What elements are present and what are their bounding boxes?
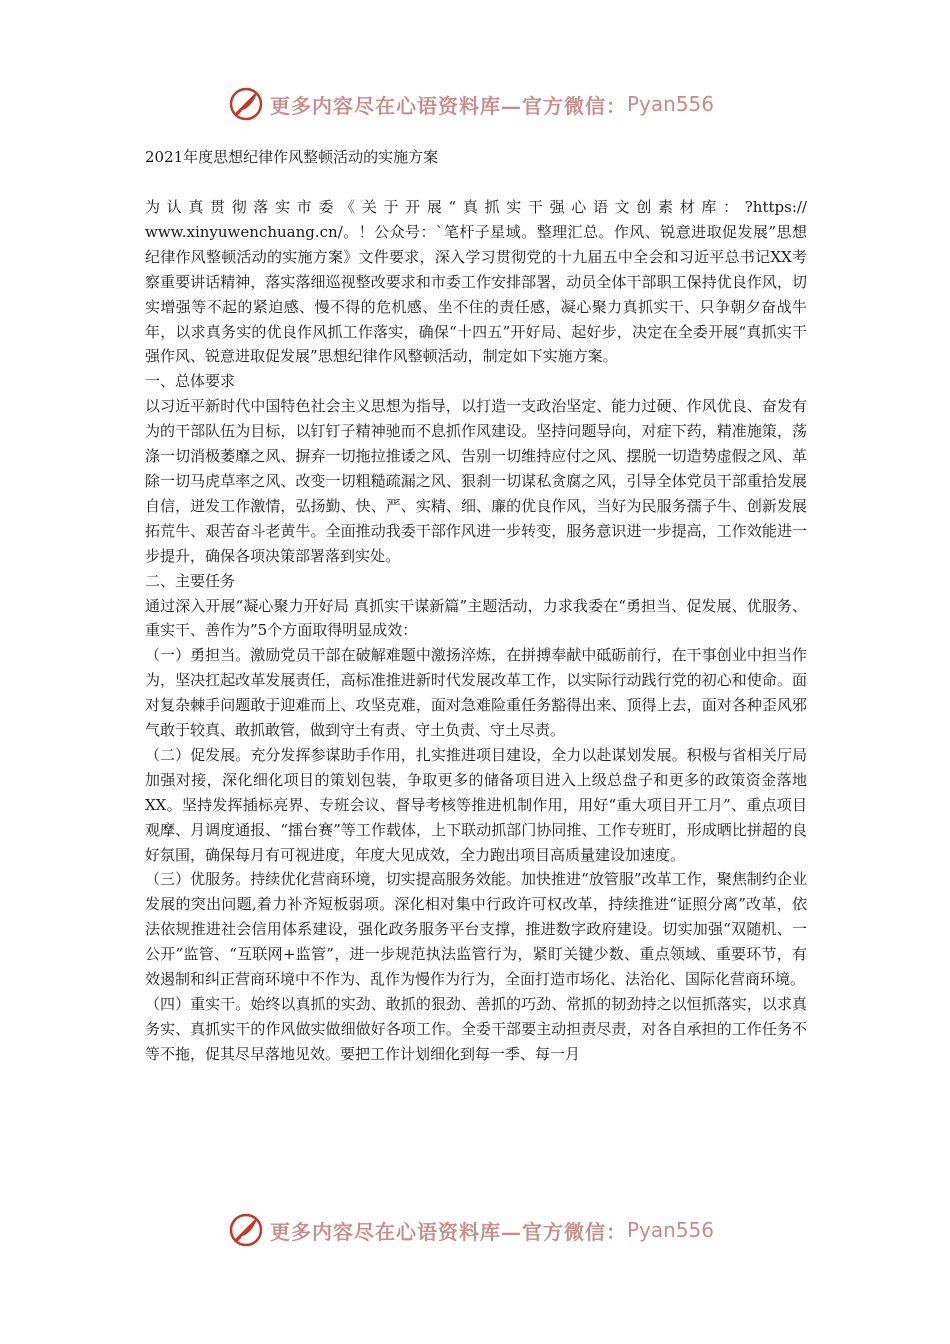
- paragraph-task-3: （三）优服务。持续优化营商环境，切实提高服务效能。加快推进“放管服”改革工作，聚焦制约企业发展的突出问题,着力补齐短板弱项。深化相对集中行政许可权改革，持续推进“证照分离”改革，依法依规推进社会信用体系建设，强化政务服务平台支撑，推进数字政府建设。切实加强“双随机、一公开”监管、“互联网+监管”，进一步规范执法监管行为，紧盯关键少数、重点领域、重要环节，有效遏制和纠正营商环境中不作为、乱作为慢作为行为，全面打造市场化、法治化、国际化营商环境。: [145, 870, 807, 989]
- section-heading-general: 一、总体要求: [145, 372, 236, 391]
- document-body: [145, 195, 807, 1067]
- paragraph-task-4: （四）重实干。始终以真抓的实劲、敢抓的狠劲、善抓的巧劲、常抓的韧劲持之以恒抓落实，以求真务实、真抓实干的作风做实做细做好各项工作。全委干部要主动担责尽责，对各自承担的工作任务不等不拖，促其尽早落地见效。要把工作计划细化到每一季、每一月: [145, 995, 807, 1063]
- banner-text: 更多内容尽在心语资料库—官方微信：: [270, 1219, 627, 1244]
- quill-logo-icon: [228, 1212, 264, 1248]
- paragraph-task-2: （二）促发展。充分发挥参谋助手作用，扎实推进项目建设，全力以赴谋划发展。积极与省相关厅局加强对接，深化细化项目的策划包装，争取更多的储备项目进入上级总盘子和更多的政策资金落地XX。坚持发挥插标亮界、专班会议、督导考核等推进机制作用，用好“重大项目开工月”、重点项目观摩、月调度通报、“擂台赛”等工作载体，上下联动抓部门协同推、工作专班盯，形成晒比拼超的良好氛围，确保每月有可视进度，年度大见成效，全力跑出项目高质量建设加速度。: [145, 745, 807, 864]
- paragraph-general-requirements: 以习近平新时代中国特色社会主义思想为指导，以打造一支政治坚定、能力过硬、作风优良、奋发有为的干部队伍为目标，以钉钉子精神驰而不息抓作风建设。坚持问题导向，对症下药，精准施策，荡涤一切消极萎靡之风、摒弃一切拖拉推诿之风、告别一切维持应付之风、摆脱一切造势虚假之风、革除一切马虎草率之风、改变一切粗糙疏漏之风、狠刹一切谋私贪腐之风，引导全体党员干部重拾发展自信，迸发工作激情，弘扬勤、快、严、实精、细、廉的优良作风，当好为民服务孺子牛、创新发展拓荒牛、艰苦奋斗老黄牛。全面推动我委干部作风进一步转变，服务意识进一步提高，工作效能进一步提升，确保各项决策部署落到实处。: [145, 397, 807, 565]
- banner-wechat-id: Pyan556: [627, 1218, 715, 1242]
- footer-watermark-banner: [228, 1208, 714, 1252]
- intro-first-line: 为认真贯彻落实市委《关于开展“真抓实干强心语文创素材库：?https://: [145, 198, 807, 216]
- paragraph-tasks-intro: 通过深入开展“凝心聚力开好局 真抓实干谋新篇”主题活动，力求我委在“勇担当、促发展、优服务、重实干、善作为”5个方面取得明显成效：: [145, 596, 807, 640]
- banner-wechat-id: Pyan556: [627, 92, 715, 116]
- section-heading-tasks: 二、主要任务: [145, 571, 236, 590]
- document-title: 2021年度思想纪律作风整顿活动的实施方案: [145, 148, 439, 166]
- quill-logo-icon: [228, 86, 264, 122]
- intro-paragraph: www.xinyuwenchuang.cn/。！公众号：`笔杆子星域。整理汇总。作风、锐意进取促发展”思想纪律作风整顿活动的实施方案》文件要求，深入学习贯彻党的十九届五中全会和习近平总书记XX考察重要讲话精神，落实落细巡视整改要求和市委工作安排部署，动员全体干部职工保持优良作风，切实增强等不起的紧迫感、慢不得的危机感、坐不住的责任感，凝心聚力真抓实干、只争朝夕奋战牛年，以求真务实的优良作风抓工作落实，确保“十四五”开好局、起好步，决定在全委开展“真抓实干强作风、锐意进取促发展”思想纪律作风整顿活动，制定如下实施方案。: [145, 222, 807, 366]
- paragraph-task-1: （一）勇担当。激励党员干部在破解难题中激扬淬炼，在拼搏奉献中砥砺前行，在干事创业中担当作为，坚决扛起改革发展责任，高标准推进新时代发展改革工作，以实际行动践行党的初心和使命。面对复杂棘手问题敢于迎难而上、攻坚克难，面对急难险重任务豁得出来、顶得上去，面对各种歪风邪气敢于较真、敢抓敢管，做到守土有责、守土负责、守土尽责。: [145, 646, 807, 740]
- header-watermark-banner: [228, 82, 714, 126]
- banner-text: 更多内容尽在心语资料库—官方微信：: [270, 93, 627, 118]
